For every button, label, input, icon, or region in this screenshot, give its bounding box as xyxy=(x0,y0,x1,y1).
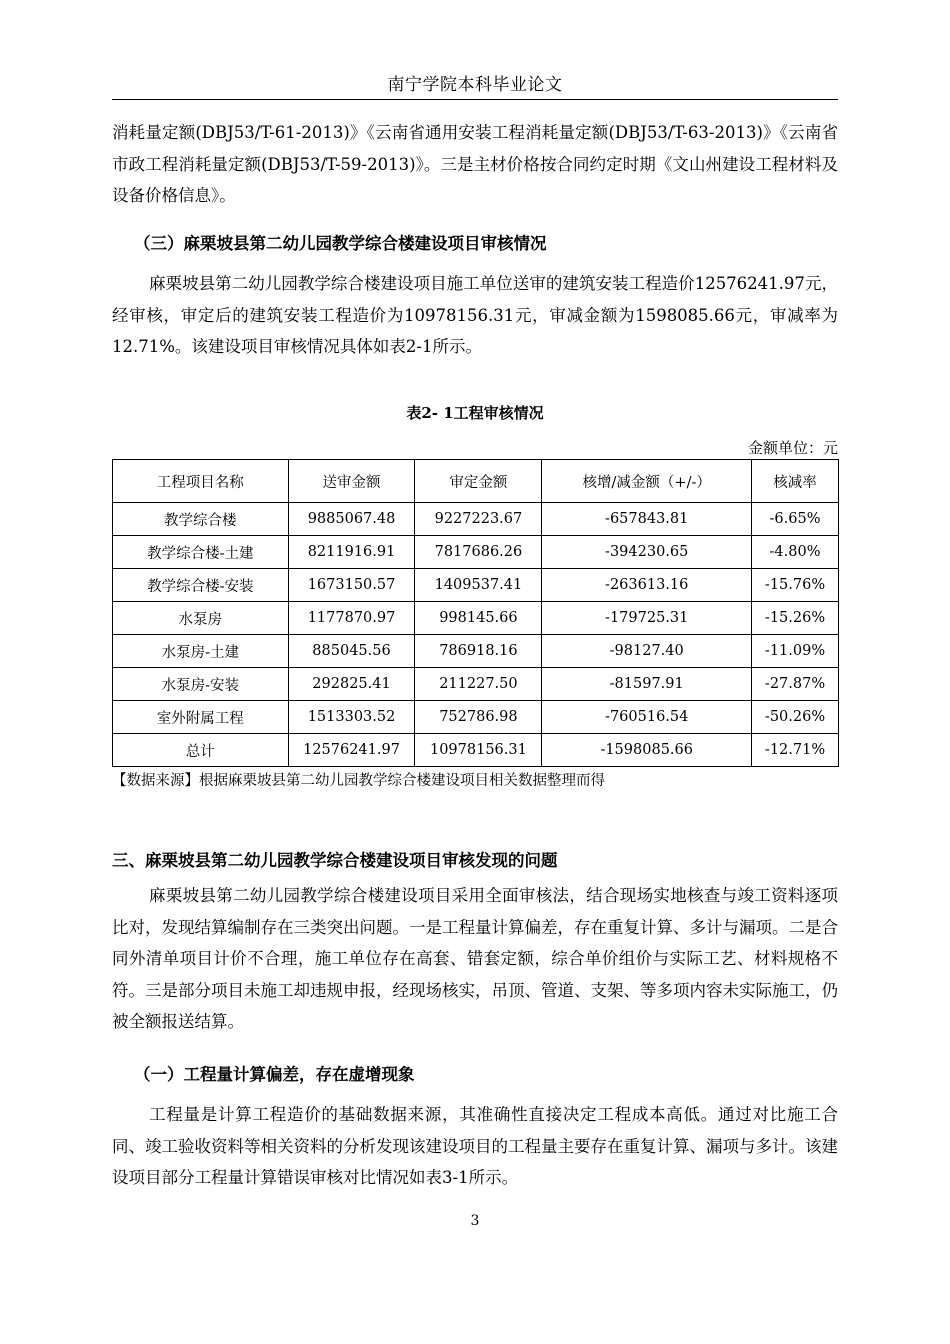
table-cell: 786918.16 xyxy=(415,635,542,668)
chapter-heading-3: 三、麻栗坡县第二幼儿园教学综合楼建设项目审核发现的问题 xyxy=(112,851,558,870)
subsection-heading-1: （一）工程量计算偏差，存在虚增现象 xyxy=(134,1065,415,1084)
table-unit-label: 金额单位：元 xyxy=(747,439,838,457)
table-cell: 总计 xyxy=(113,734,289,767)
table-cell: 1409537.41 xyxy=(415,569,542,602)
column-header: 核增/减金额（+/-） xyxy=(542,460,752,503)
table-cell: -12.71% xyxy=(752,734,839,767)
column-header: 工程项目名称 xyxy=(113,460,289,503)
table-cell: -11.09% xyxy=(752,635,839,668)
table-cell: 292825.41 xyxy=(288,668,415,701)
table-cell: -50.26% xyxy=(752,701,839,734)
table-row xyxy=(113,701,839,734)
table-cell: -81597.91 xyxy=(542,668,752,701)
table-cell: 9227223.67 xyxy=(415,503,542,536)
table-cell: -394230.65 xyxy=(542,536,752,569)
table-source-note: 【数据来源】根据麻栗坡县第二幼儿园教学综合楼建设项目相关数据整理而得 xyxy=(112,773,605,789)
table-cell: 水泵房 xyxy=(113,602,289,635)
page-header: 南宁学院本科毕业论文 xyxy=(387,75,563,95)
table-cell: -263613.16 xyxy=(542,569,752,602)
table-cell: 水泵房-土建 xyxy=(113,635,289,668)
table-cell: -4.80% xyxy=(752,536,839,569)
table-cell: 9885067.48 xyxy=(288,503,415,536)
intro-paragraph: 消耗量定额(DBJ53/T-61-2013)》《云南省通用安装工程消耗量定额(DBJ53/T-63-2013)》《云南省市政工程消耗量定额(DBJ53/T-59-2013)》。三是主材价格按合同约定时期《文山州建设工程材料及设备价格信息》。 xyxy=(112,123,838,205)
table-cell: -98127.40 xyxy=(542,635,752,668)
table-row xyxy=(113,668,839,701)
table-cell: 室外附属工程 xyxy=(113,701,289,734)
table-cell: 7817686.26 xyxy=(415,536,542,569)
table-cell: 1177870.97 xyxy=(288,602,415,635)
table-row xyxy=(113,569,839,602)
chapter-3-paragraph: 麻栗坡县第二幼儿园教学综合楼建设项目采用全面审核法，结合现场实地核查与竣工资料逐项比对，发现结算编制存在三类突出问题。一是工程量计算偏差，存在重复计算、多计与漏项。二是合同外清单项目计价不合理，施工单位存在高套、错套定额，综合单价组价与实际工艺、材料规格不符。三是部分项目未施工却违规申报，经现场核实，吊顶、管道、支架、等多项内容未实际施工，仍被全额报送结算。 xyxy=(112,886,838,1031)
table-cell: 1513303.52 xyxy=(288,701,415,734)
table-cell: 教学综合楼-安装 xyxy=(113,569,289,602)
table-cell: 水泵房-安装 xyxy=(113,668,289,701)
table-cell: 1673150.57 xyxy=(288,569,415,602)
table-row xyxy=(113,635,839,668)
table-cell: 8211916.91 xyxy=(288,536,415,569)
table-cell: -27.87% xyxy=(752,668,839,701)
table-cell: 12576241.97 xyxy=(288,734,415,767)
table-cell: 211227.50 xyxy=(415,668,542,701)
table-row xyxy=(113,602,839,635)
header-divider xyxy=(112,99,838,100)
table-cell: -179725.31 xyxy=(542,602,752,635)
section-3-paragraph: 麻栗坡县第二幼儿园教学综合楼建设项目施工单位送审的建筑安装工程造价12576241.97元，经审核，审定后的建筑安装工程造价为10978156.31元，审减金额为1598085.66元，审减率为12.71%。该建设项目审核情况具体如表2-1所示。 xyxy=(112,274,838,356)
page-number: 3 xyxy=(470,1213,480,1229)
section-heading-3: （三）麻栗坡县第二幼儿园教学综合楼建设项目审核情况 xyxy=(134,234,547,253)
table-cell: -760516.54 xyxy=(542,701,752,734)
table-cell: 885045.56 xyxy=(288,635,415,668)
table-cell: -15.26% xyxy=(752,602,839,635)
table-cell: 998145.66 xyxy=(415,602,542,635)
table-caption: 表2- 1工程审核情况 xyxy=(406,404,544,422)
table-cell: 教学综合楼 xyxy=(113,503,289,536)
table-cell: -15.76% xyxy=(752,569,839,602)
table-cell: 752786.98 xyxy=(415,701,542,734)
table-cell: -657843.81 xyxy=(542,503,752,536)
table-cell: 教学综合楼-土建 xyxy=(113,536,289,569)
table-row-total xyxy=(113,734,839,767)
audit-table xyxy=(112,459,839,767)
column-header: 审定金额 xyxy=(415,460,542,503)
table-row xyxy=(113,536,839,569)
table-row xyxy=(113,503,839,536)
table-cell: -6.65% xyxy=(752,503,839,536)
column-header: 核减率 xyxy=(752,460,839,503)
table-header-row xyxy=(113,460,839,503)
table-cell: 10978156.31 xyxy=(415,734,542,767)
subsection-1-paragraph: 工程量是计算工程造价的基础数据来源，其准确性直接决定工程成本高低。通过对比施工合同、竣工验收资料等相关资料的分析发现该建设项目的工程量主要存在重复计算、漏项与多计。该建设项目部分工程量计算错误审核对比情况如表3-1所示。 xyxy=(112,1105,838,1187)
table-cell: -1598085.66 xyxy=(542,734,752,767)
column-header: 送审金额 xyxy=(288,460,415,503)
